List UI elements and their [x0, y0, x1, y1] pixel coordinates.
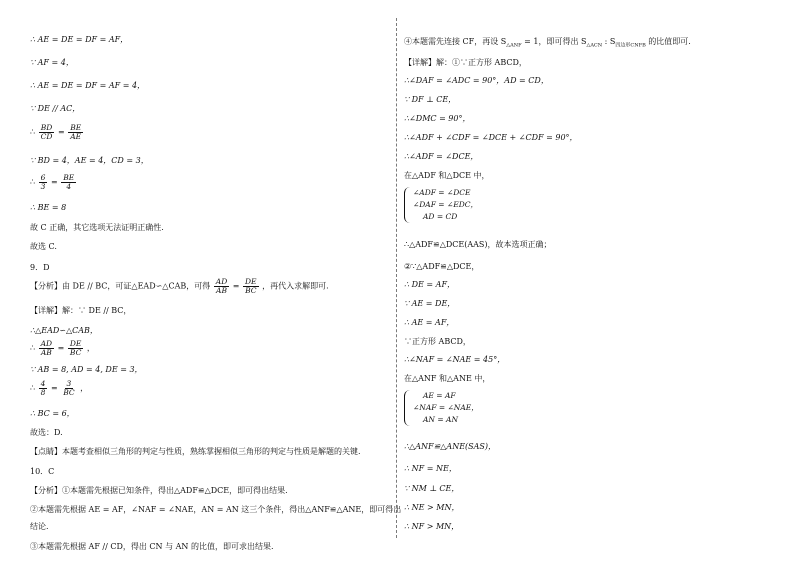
text-segment: ，再代入求解即可.: [262, 281, 329, 291]
fraction: [61, 174, 76, 191]
equals-sign: =: [57, 343, 65, 353]
text-line: ∴ BE = 8: [30, 203, 67, 212]
equation-system: [404, 390, 604, 430]
fraction-line: [30, 340, 95, 357]
fraction: [39, 124, 55, 141]
denominator: AB: [216, 286, 227, 295]
numerator: BD: [40, 123, 53, 132]
subscript: 四边形CNFB: [615, 42, 646, 49]
subscript: △ANF: [506, 42, 522, 49]
text-line: ∴ NE > MN，: [404, 503, 460, 512]
text-line: ∵ AE = DE，: [404, 299, 456, 308]
system-line: AN = AN: [423, 415, 459, 424]
text-segment: 的比值即可.: [645, 37, 691, 46]
text-line: 【分析】①本题需先根据已知条件，得出△ADF≌△DCE，即可得出结果.: [30, 486, 288, 495]
text-line: ∵ DF ⊥ CE，: [404, 95, 457, 104]
denominator: 3: [40, 182, 46, 191]
text-line: 故选 C.: [30, 242, 57, 251]
equals-sign: =: [50, 383, 58, 393]
text-line: ∴∠DMC = 90°，: [404, 114, 471, 123]
system-line: ∠ADF = ∠DCE: [413, 188, 471, 197]
text-line: 在△ANF 和△ANE 中，: [404, 374, 491, 383]
math-suffix: ，: [80, 383, 89, 393]
text-line: ∴△ANF≌△ANE(SAS)，: [404, 442, 497, 451]
text-line: ③本题需先根据 AF // CD，得出 CN 与 AN 的比值，即可求出结果.: [30, 542, 274, 551]
text-segment: ④本题需先连接 CF，再设 S: [404, 37, 507, 46]
system-line: AE = AF: [423, 391, 456, 400]
text-segment: = 1，即可得出 S: [521, 37, 587, 46]
fraction: [39, 380, 48, 397]
fraction: [39, 340, 54, 357]
system-line: AD = CD: [423, 212, 458, 221]
left-brace: [404, 390, 410, 426]
numerator: BE: [63, 173, 75, 182]
fraction-line: [30, 380, 88, 397]
numerator: DE: [69, 339, 82, 348]
numerator: 3: [66, 379, 72, 388]
text-line: ∵ BD = 4，AE = 4，CD = 3，: [30, 156, 149, 165]
denominator: 4: [66, 182, 72, 191]
text-line: ∴ AE = DE = DF = AF = 4，: [30, 81, 146, 90]
text-line: 【点睛】本题考查相似三角形的判定与性质，熟练掌握相似三角形的判定与性质是解题的关键.: [30, 447, 361, 456]
math-suffix: ，: [86, 343, 95, 353]
text-line: [404, 37, 691, 51]
fraction: [39, 174, 48, 191]
fraction-line: [30, 174, 77, 191]
fraction: [243, 278, 259, 295]
text-line: ∴∠DAF = ∠ADC = 90°，AD = CD，: [404, 76, 549, 85]
system-lines: [413, 187, 478, 223]
text-segment: : S: [602, 37, 616, 46]
denominator: BC: [63, 388, 75, 397]
text-line: ∴ BC = 6，: [30, 409, 75, 418]
denominator: 8: [40, 388, 46, 397]
text-line: ∴ DE = AF，: [404, 280, 456, 289]
equals-sign: =: [57, 127, 65, 137]
equals-sign: =: [232, 281, 240, 291]
fraction: [68, 340, 84, 357]
text-line: ∴△ADF≌△DCE(AAS)，故本选项正确；: [404, 240, 552, 249]
text-line: ∵ AB = 8, AD = 4, DE = 3，: [30, 365, 143, 374]
equation-system: [404, 187, 604, 227]
denominator: CD: [40, 132, 53, 141]
numerator: BE: [70, 123, 82, 132]
text-line: ∴△EAD∽△CAB，: [30, 326, 98, 335]
question-number: 10．C: [30, 467, 55, 476]
fraction-line: [30, 124, 84, 141]
fraction: [68, 124, 83, 141]
text-line: ∴ AE = AF，: [404, 318, 455, 327]
text-segment: 【分析】由 DE // BC，可证△EAD∽△CAB，可得: [30, 281, 211, 291]
text-line: ∴ AE = DE = DF = AF，: [30, 35, 129, 44]
denominator: BC: [69, 348, 82, 357]
text-line: 在△ADF 和△DCE 中，: [404, 171, 490, 180]
text-line: ∵ AF = 4，: [30, 58, 74, 67]
system-line: ∠DAF = ∠EDC，: [413, 200, 478, 209]
denominator: BC: [245, 286, 257, 295]
math-prefix: ∴: [30, 177, 36, 187]
math-prefix: ∴: [30, 343, 36, 353]
column-divider: [396, 18, 397, 538]
text-line: ∴ NF > MN，: [404, 522, 460, 531]
denominator: AB: [40, 348, 52, 357]
text-line: 【详解】解：∵ DE // BC，: [30, 306, 132, 315]
equals-sign: =: [50, 177, 58, 187]
text-line: 结论.: [30, 522, 49, 531]
text-line: ②∵△ADF≌△DCE，: [404, 262, 480, 271]
text-line: 故 C 正确，其它选项无法证明正确性.: [30, 223, 164, 232]
numerator: 6: [40, 173, 46, 182]
text-line: 故选：D.: [30, 428, 63, 437]
text-line: ②本题需先根据 AE = AF，∠NAF = ∠NAE，AN = AN 这三个条件，得出△ANF≌△ANE，即可得出: [30, 505, 402, 514]
text-line: 【详解】解：①∵正方形 ABCD，: [404, 58, 527, 67]
question-number: 9．D: [30, 263, 50, 272]
text-line: ∵ DE // AC，: [30, 104, 81, 113]
fraction-line: [30, 278, 329, 295]
denominator: AE: [70, 132, 82, 141]
text-line: ∴∠NAF = ∠NAE = 45°，: [404, 355, 506, 364]
text-line: ∴ NF = NE，: [404, 464, 457, 473]
system-lines: [413, 390, 479, 426]
text-line: ∴∠ADF = ∠DCE，: [404, 152, 479, 161]
text-line: ∵正方形 ABCD，: [404, 337, 471, 346]
subscript: △ACN: [586, 42, 603, 49]
fraction: [61, 380, 76, 397]
math-prefix: ∴: [30, 127, 36, 137]
numerator: DE: [245, 277, 257, 286]
math-prefix: ∴: [30, 383, 36, 393]
numerator: 4: [40, 379, 46, 388]
left-brace: [404, 187, 410, 223]
numerator: AD: [215, 277, 228, 286]
text-line: ∵ NM ⊥ CE，: [404, 484, 460, 493]
fraction: [214, 278, 229, 295]
numerator: AD: [40, 339, 53, 348]
text-line: ∴∠ADF + ∠CDF = ∠DCE + ∠CDF = 90°，: [404, 133, 578, 142]
system-line: ∠NAF = ∠NAE，: [413, 403, 479, 412]
